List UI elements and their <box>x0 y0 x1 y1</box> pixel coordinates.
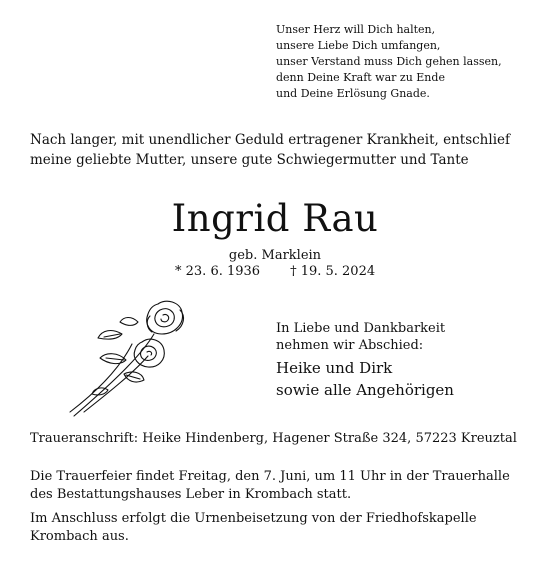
mourning-address: Traueranschrift: Heike Hindenberg, Hagener Straße 324, 57223 Kreuztal <box>30 431 517 446</box>
rose-bloom <box>134 339 164 367</box>
farewell-line: In Liebe und Dankbarkeit <box>276 321 446 336</box>
intro-text <box>30 130 510 170</box>
poem-line: unsere Liebe Dich umfangen, <box>276 39 441 52</box>
life-dates <box>175 264 375 279</box>
intro-line: Nach langer, mit unendlicher Geduld ertragener Krankheit, entschlief <box>30 132 511 148</box>
rose-stem <box>74 334 154 416</box>
poem-line: unser Verstand muss Dich gehen lassen, <box>276 55 502 68</box>
rose-stem <box>84 356 148 412</box>
burial-line: Krombach aus. <box>30 529 129 544</box>
poem-line: Unser Herz will Dich halten, <box>276 23 436 36</box>
rose-stem <box>70 344 132 412</box>
mourners <box>276 357 454 401</box>
poem <box>276 22 502 102</box>
deceased-name: Ingrid Rau <box>171 197 379 240</box>
ceremony-line: des Bestattungshauses Leber in Krombach statt. <box>30 487 352 502</box>
rose-icon <box>62 294 192 419</box>
ceremony-info <box>30 468 510 546</box>
mourner-line: sowie alle Angehörigen <box>276 381 454 399</box>
burial-line: Im Anschluss erfolgt die Urnenbeisetzung von der Friedhofskapelle <box>30 511 477 526</box>
farewell-text <box>276 320 445 354</box>
farewell-line: nehmen wir Abschied: <box>276 338 424 353</box>
death-date: † 19. 5. 2024 <box>290 264 376 279</box>
poem-line: denn Deine Kraft war zu Ende <box>276 71 445 84</box>
rose-leaves <box>92 318 144 395</box>
poem-line: und Deine Erlösung Gnade. <box>276 87 430 100</box>
birth-date: * 23. 6. 1936 <box>175 264 261 279</box>
ceremony-line: Die Trauerfeier findet Freitag, den 7. Juni, um 11 Uhr in der Trauerhalle <box>30 469 510 484</box>
intro-line: meine geliebte Mutter, unsere gute Schwiegermutter und Tante <box>30 152 469 168</box>
birth-name: geb. Marklein <box>228 248 322 263</box>
rose-bloom <box>147 301 184 334</box>
mourner-line: Heike und Dirk <box>276 359 393 377</box>
